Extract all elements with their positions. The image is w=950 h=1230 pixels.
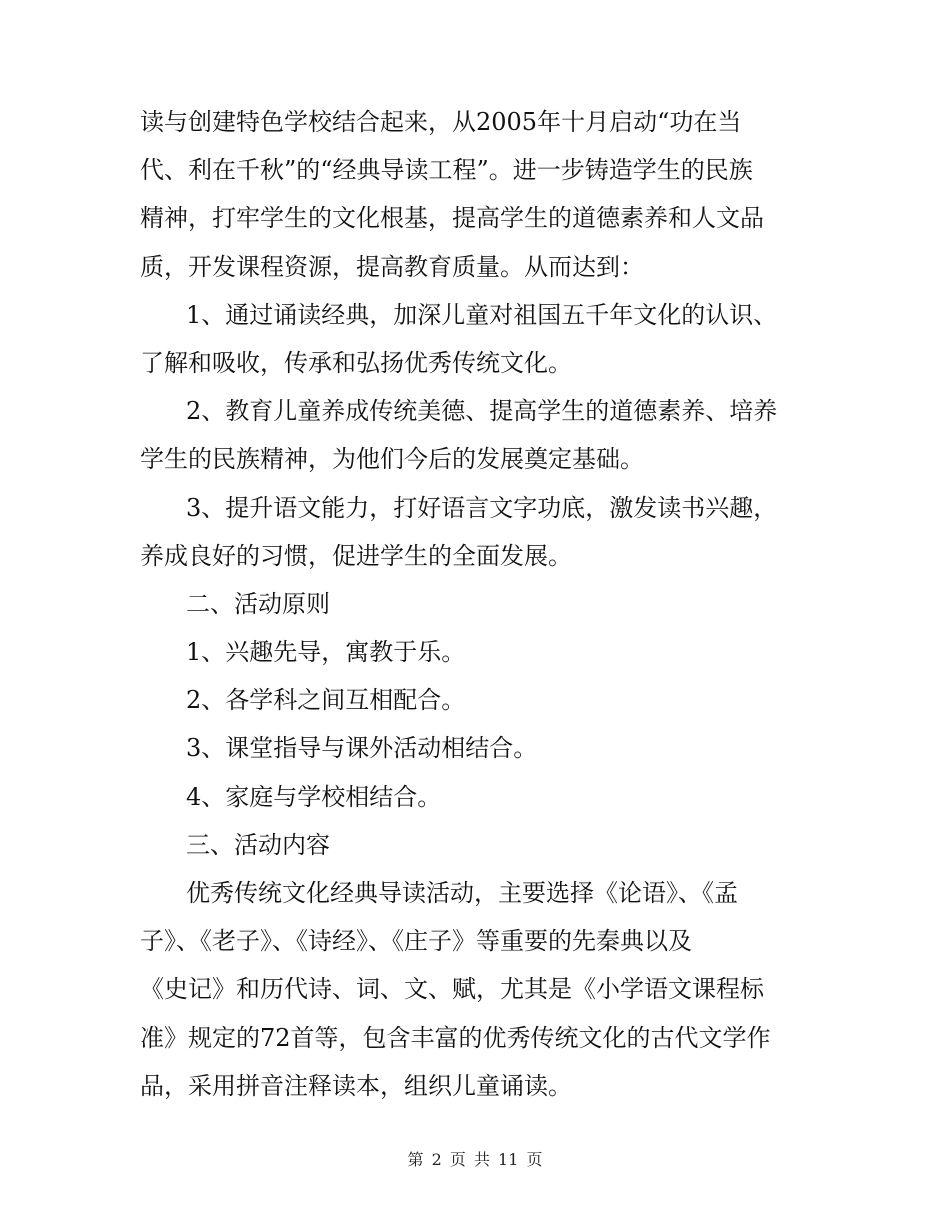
text-line: 《史记》和历代诗、词、文、赋，尤其是《小学语文课程标 <box>140 975 764 1004</box>
text-line: 养成良好的习惯，促进学生的全面发展。 <box>140 541 572 570</box>
text-line: 代、利在千秋”的“经典导读工程”。进一步铸造学生的民族 <box>140 156 753 185</box>
text-line: 读与创建特色学校结合起来，从2005年十月启动“功在当 <box>140 108 742 136</box>
text-line: 学生的民族精神，为他们今后的发展奠定基础。 <box>140 445 644 474</box>
document-body <box>140 98 820 1110</box>
text-line: 4、家庭与学校相结合。 <box>186 782 442 811</box>
text-line: 优秀传统文化经典导读活动，主要选择《论语》、《孟 <box>186 879 738 907</box>
text-line: 准》规定的72首等，包含丰富的优秀传统文化的古代文学作 <box>140 1023 771 1052</box>
page-footer: 第 2 页 共 11 页 <box>407 1150 543 1169</box>
text-line: 2、各学科之间互相配合。 <box>186 686 466 715</box>
text-line: 2、教育儿童养成传统美德、提高学生的道德素养、培养 <box>186 397 778 426</box>
text-line: 品，采用拼音注释读本，组织儿童诵读。 <box>140 1071 572 1100</box>
text-line: 子》、《老子》、《诗经》、《庄子》等重要的先秦典以及 <box>140 927 692 956</box>
text-line: 质，开发课程资源，提高教育质量。从而达到： <box>140 252 644 281</box>
text-line: 二、活动原则 <box>186 589 330 618</box>
text-line: 3、提升语文能力，打好语言文字功底，激发读书兴趣， <box>186 493 778 522</box>
text-line: 三、活动内容 <box>186 830 330 859</box>
text-line: 精神，打牢学生的文化根基，提高学生的道德素养和人文品 <box>140 204 764 233</box>
text-line: 了解和吸收，传承和弘扬优秀传统文化。 <box>140 348 572 377</box>
text-line: 1、兴趣先导，寓教于乐。 <box>186 638 466 667</box>
text-line: 1、通过诵读经典，加深儿童对祖国五千年文化的认识、 <box>186 300 778 329</box>
text-line: 3、课堂指导与课外活动相结合。 <box>186 734 538 763</box>
